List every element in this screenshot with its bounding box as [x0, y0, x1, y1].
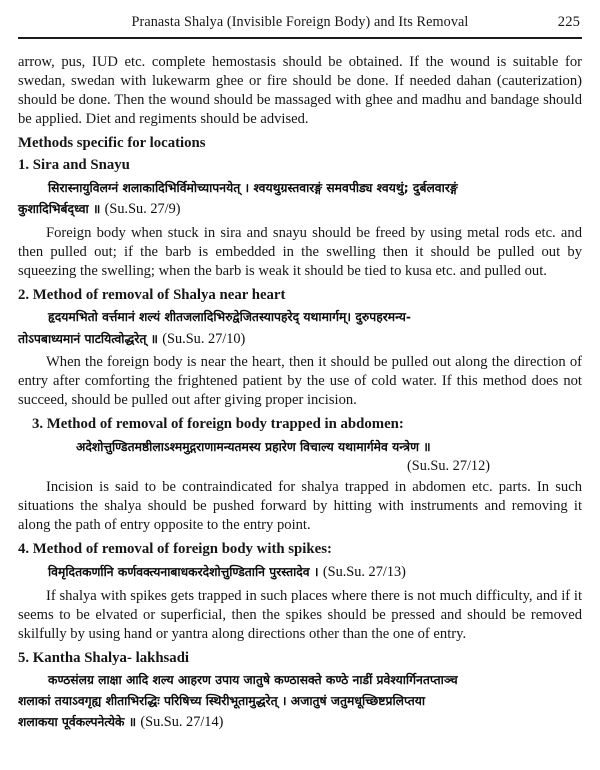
sanskrit-text: शलाकया पूर्वकल्पनेत्येके ॥ — [18, 715, 137, 730]
sanskrit-text: कुशादिभिर्बद्ध्वा ॥ — [18, 202, 101, 217]
heading-abdomen: 3. Method of removal of foreign body trapped in abdomen: — [32, 416, 404, 433]
paragraph-abdomen: Incision is said to be contraindicated for shalya trapped in abdomen etc. parts. In such situations the shalya should be pushed forward by hitting with instruments and removing it along the path of entry opposite to the entry point. — [18, 479, 582, 533]
citation: (Su.Su. 27/9) — [104, 201, 181, 218]
sanskrit-text: तोऽपबाध्यमानं पाटयित्वोद्धरेत् ॥ — [18, 331, 159, 346]
sanskrit-line: अदेशोत्तुण्डितमष्ठीलाऽश्ममुद्गराणामन्यतमस्य प्रहारेण विचाल्य यथामार्गमेव यन्त्रेण ॥ — [76, 439, 431, 454]
sanskrit-line: कण्ठसंलग्र लाक्षा आदि शल्य आहरण उपाय जातुषे कण्ठासक्ते कण्ठे नाडीं प्रवेश्यार्गिनतप्ताञ्च — [48, 673, 458, 688]
heading-spikes: 4. Method of removal of foreign body with spikes: — [18, 540, 332, 557]
header-rule — [18, 37, 582, 39]
sanskrit-line — [18, 712, 582, 733]
page-number: 225 — [557, 14, 580, 30]
running-head — [18, 14, 582, 37]
paragraph-spikes: If shalya with spikes gets trapped in such places where there is not much difficulty, and if it seems to be elvated or superficial, then the spikes should be pressed and should be removed skilfully by using hand or yantra along directions other than the one of entry. — [18, 587, 582, 642]
sanskrit-line — [18, 562, 582, 583]
sanskrit-block-1 — [18, 179, 582, 221]
citation: (Su.Su. 27/12) — [406, 458, 490, 474]
heading-shalya-near-heart: 2. Method of removal of Shalya near heart — [18, 286, 286, 303]
running-head-title: Pranasta Shalya (Invisible Foreign Body) and Its Removal — [131, 14, 469, 30]
sanskrit-line: हृदयमभितो वर्त्तमानं शल्यं शीतजलादिभिरुद्वेजितस्यापहरेद् यथामार्गम्। दुरुपहरमन्य- — [48, 310, 411, 325]
sanskrit-line: शलाकां तयाऽवगृह्य शीताभिरद्धिः परिषिच्य स्थिरीभूतामुद्धरेत् । अजातुषं जतुमधूच्छिष्टप्रलिप्तया — [18, 693, 426, 708]
sanskrit-block-2 — [18, 308, 582, 350]
paragraph-shalya-near-heart: When the foreign body is near the heart, then it should be pulled out along the direction of entry after comforting the frightened patient by the use of cold water. If this method does not succeed, should be pulled out after giving proper incision. — [18, 354, 582, 409]
sanskrit-block-3 — [18, 438, 582, 475]
citation: (Su.Su. 27/14) — [140, 714, 224, 731]
sanskrit-line — [18, 199, 582, 220]
citation: (Su.Su. 27/10) — [162, 330, 246, 347]
heading-kantha-shalya: 5. Kantha Shalya- lakhsadi — [18, 649, 190, 666]
intro-paragraph: arrow, pus, IUD etc. complete hemostasis should be obtained. If the wound is suitable for swedan, swedan with lukewarm ghee or fire should be done. If needed dahan (cauterization) should be done. Then the wound should be massaged with ghee and madhu and bandage should be applied. Diet and regiments should be advised. — [18, 54, 582, 127]
sanskrit-line: सिरास्नायुविलग्नं शलाकादिभिर्विमोच्यापनयेत् । श्वयथुग्रस्तवारङ्गं समवपीड्य श्वयथुं; दुर्बलवारङ्गं — [48, 180, 458, 195]
section-heading-methods: Methods specific for locations — [18, 134, 206, 151]
sanskrit-block-4 — [18, 562, 582, 583]
citation: (Su.Su. 27/13) — [322, 564, 406, 581]
sanskrit-line — [18, 329, 582, 350]
sanskrit-block-5 — [18, 671, 582, 733]
heading-sira-and-snayu: 1. Sira and Snayu — [18, 157, 130, 174]
sanskrit-text: विमृदितकर्णानि कर्णवक्त्यनाबाधकरदेशोत्तुण्डितानि पुरस्तादेव । — [48, 565, 319, 580]
paragraph-sira-and-snayu: Foreign body when stuck in sira and snayu should be freed by using metal rods etc. and then pulled out; if the barb is embedded in the swelling then it should be pulled out by squeezing the swelling; when the barb is weak it should be tied to kusa etc. and pulled out. — [18, 224, 582, 279]
